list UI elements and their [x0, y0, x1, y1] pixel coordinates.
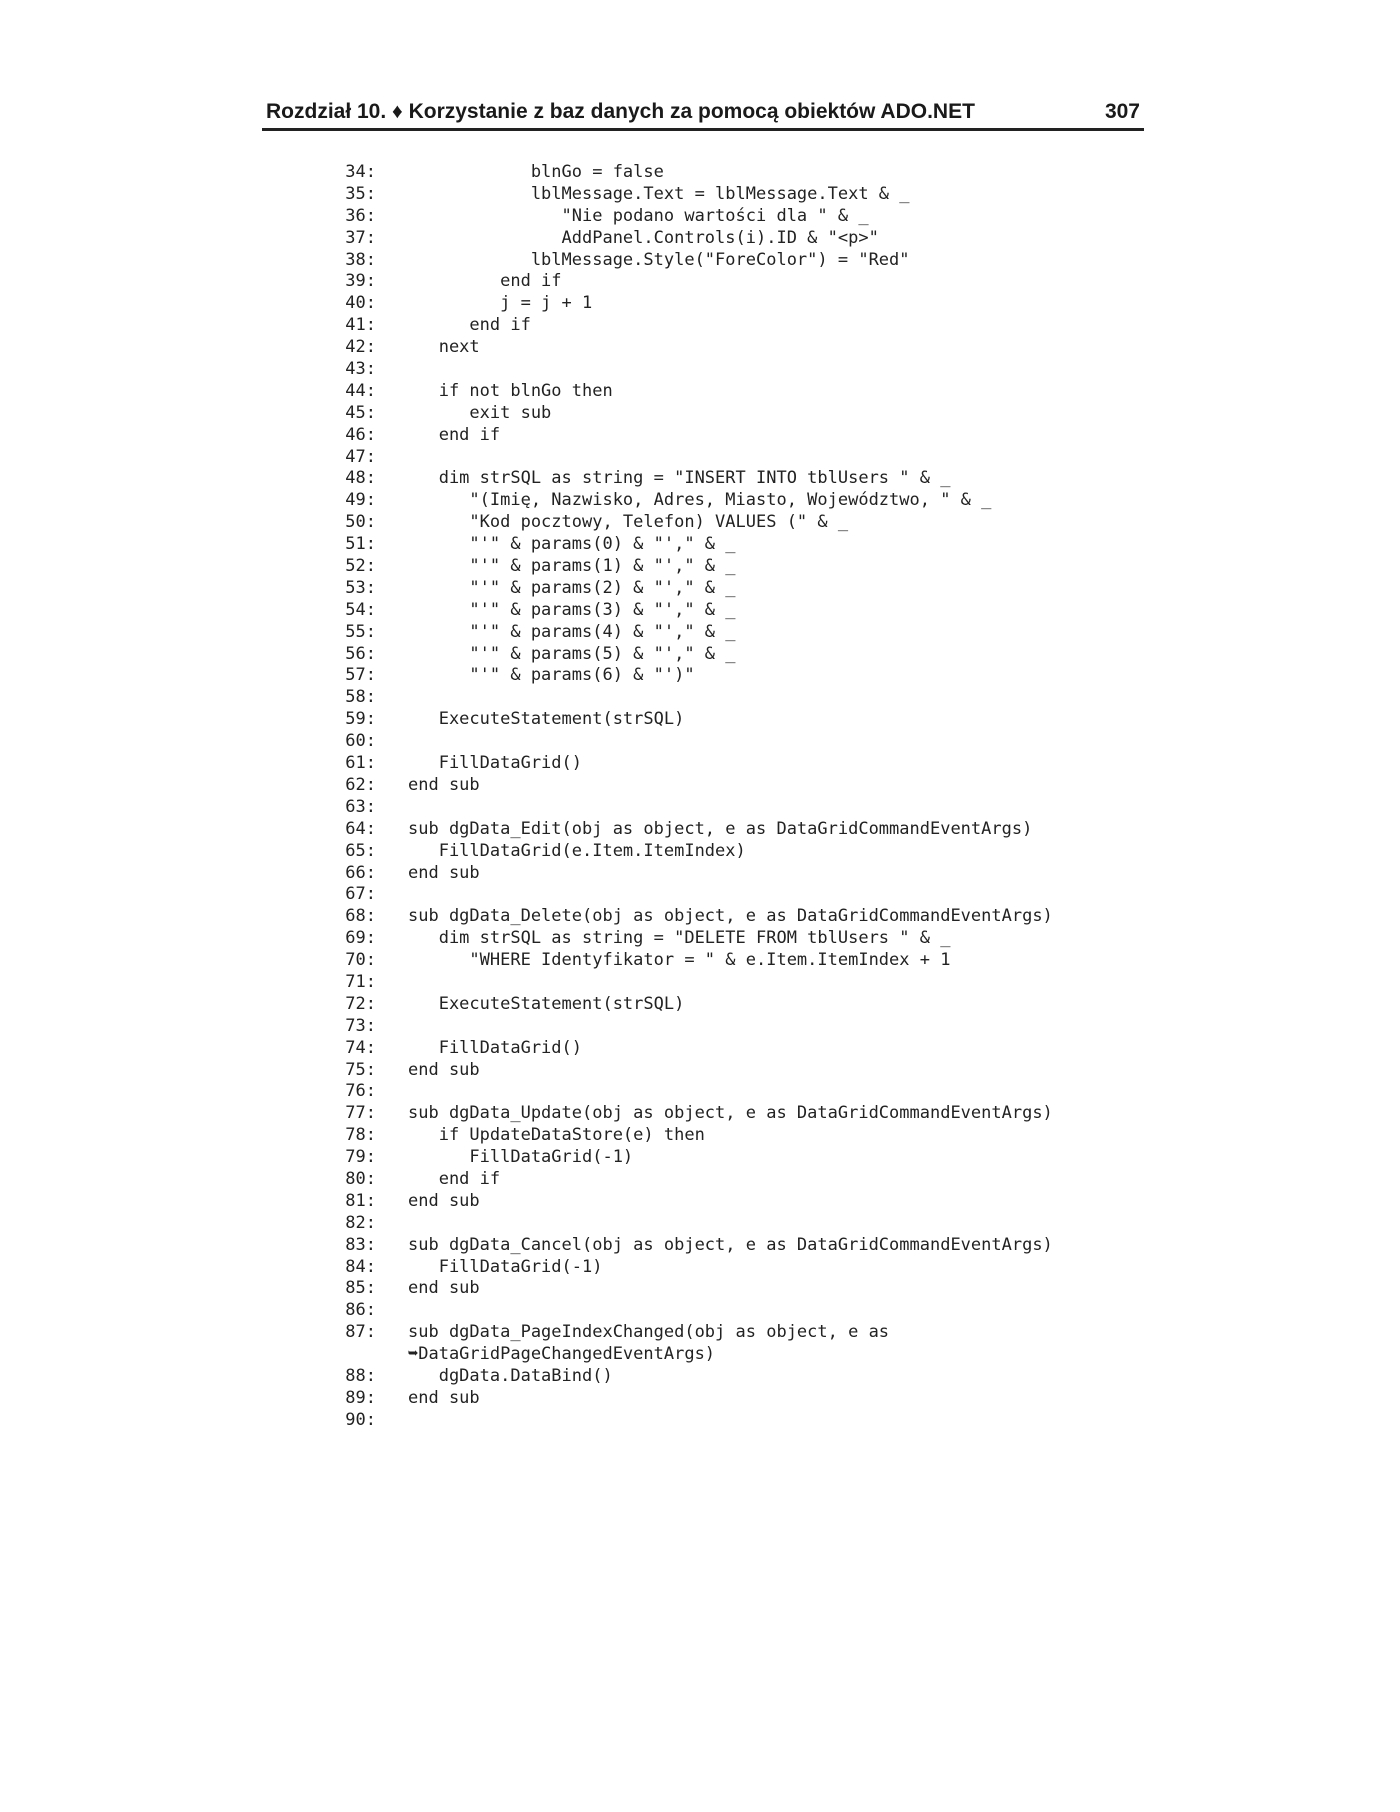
line-code: j = j + 1 — [408, 293, 593, 314]
line-code: "'" & params(4) & "'," & _ — [408, 621, 736, 642]
line-code: blnGo = false — [408, 162, 664, 182]
line-code: sub dgData_PageIndexChanged(obj as object, e as — [408, 1322, 890, 1343]
line-code: "'" & params(1) & "'," & _ — [408, 556, 736, 577]
line-number: 60: — [345, 731, 376, 752]
line-number: 82: — [345, 1212, 376, 1233]
line-number: 37: — [345, 227, 376, 248]
line-code: FillDataGrid() — [408, 753, 582, 774]
line-code: dim strSQL as string = "DELETE FROM tblUsers " & _ — [408, 928, 951, 949]
chapter-title: Rozdział 10. ♦ Korzystanie z baz danych za pomocą obiektów ADO.NET — [266, 100, 975, 123]
line-code: dim strSQL as string = "INSERT INTO tblUsers " & _ — [408, 468, 951, 489]
line-number: 84: — [345, 1256, 376, 1277]
line-code: "(Imię, Nazwisko, Adres, Miasto, Województwo, " & _ — [408, 490, 992, 511]
line-number: 56: — [345, 643, 376, 664]
line-number: 69: — [345, 928, 376, 949]
line-code: "WHERE Identyfikator = " & e.Item.ItemIndex + 1 — [408, 950, 951, 971]
line-code: ExecuteStatement(strSQL) — [408, 709, 685, 730]
line-number: 41: — [345, 315, 376, 336]
line-number: 50: — [345, 512, 376, 533]
line-code: sub dgData_Edit(obj as object, e as DataGridCommandEventArgs) — [408, 818, 1033, 839]
line-code: if UpdateDataStore(e) then — [408, 1125, 705, 1146]
line-number: 68: — [345, 906, 376, 927]
line-number: 75: — [345, 1059, 376, 1080]
line-code: end if — [408, 271, 562, 292]
line-number: 38: — [345, 249, 376, 270]
line-code: "'" & params(2) & "'," & _ — [408, 577, 736, 598]
line-number: 74: — [345, 1037, 376, 1058]
line-number: 72: — [345, 993, 376, 1014]
line-number: 35: — [345, 183, 376, 204]
line-number: 43: — [345, 359, 376, 380]
line-number: 70: — [345, 950, 376, 971]
line-code: end if — [408, 315, 531, 336]
line-number: 42: — [345, 337, 376, 358]
line-code: FillDataGrid(-1) — [408, 1256, 603, 1277]
line-number: 52: — [345, 556, 376, 577]
line-code: ➥DataGridPageChangedEventArgs) — [408, 1344, 716, 1365]
line-number: 62: — [345, 774, 376, 795]
line-code: "Kod pocztowy, Telefon) VALUES (" & _ — [408, 512, 849, 533]
line-code: "Nie podano wartości dla " & _ — [408, 205, 869, 226]
line-code: end if — [408, 424, 501, 445]
line-code: "'" & params(6) & "')" — [408, 665, 695, 686]
line-number: 86: — [345, 1300, 376, 1321]
line-code: "'" & params(3) & "'," & _ — [408, 599, 736, 620]
line-code: FillDataGrid(-1) — [408, 1147, 634, 1168]
line-number: 49: — [345, 490, 376, 511]
line-code: dgData.DataBind() — [408, 1365, 613, 1386]
line-number: 44: — [345, 380, 376, 401]
line-code: end sub — [408, 1059, 480, 1080]
line-number: 77: — [345, 1103, 376, 1124]
line-number: 81: — [345, 1190, 376, 1211]
line-number: 71: — [345, 971, 376, 992]
line-code: if not blnGo then — [408, 380, 613, 401]
line-code: end sub — [408, 1190, 480, 1211]
line-number: 83: — [345, 1234, 376, 1255]
line-number: 58: — [345, 687, 376, 708]
line-code: FillDataGrid() — [408, 1037, 582, 1058]
line-number: 47: — [345, 446, 376, 467]
line-number: 61: — [345, 753, 376, 774]
line-number: 73: — [345, 1015, 376, 1036]
line-number: 48: — [345, 468, 376, 489]
line-number: 85: — [345, 1278, 376, 1299]
line-number: 67: — [345, 884, 376, 905]
page-header — [262, 96, 1144, 131]
line-number: 76: — [345, 1081, 376, 1102]
line-code: end sub — [408, 1278, 480, 1299]
line-number: 54: — [345, 599, 376, 620]
line-number: 88: — [345, 1365, 376, 1386]
line-number: 55: — [345, 621, 376, 642]
line-number: 36: — [345, 205, 376, 226]
line-number: 64: — [345, 818, 376, 839]
line-number: 59: — [345, 709, 376, 730]
line-code: ExecuteStatement(strSQL) — [408, 993, 685, 1014]
line-number: 65: — [345, 840, 376, 861]
line-number: 87: — [345, 1322, 376, 1343]
line-code: sub dgData_Cancel(obj as object, e as DataGridCommandEventArgs) — [408, 1234, 1053, 1255]
line-number: 40: — [345, 293, 376, 314]
line-number: 39: — [345, 271, 376, 292]
line-number: 80: — [345, 1168, 376, 1189]
line-code: end sub — [408, 774, 480, 795]
line-number: 63: — [345, 796, 376, 817]
line-number: 66: — [345, 862, 376, 883]
line-code: sub dgData_Update(obj as object, e as DataGridCommandEventArgs) — [408, 1103, 1053, 1124]
page-number: 307 — [1104, 100, 1140, 123]
line-code: end sub — [408, 862, 480, 883]
line-code: AddPanel.Controls(i).ID & "<p>" — [408, 227, 879, 248]
line-number: 89: — [345, 1387, 376, 1408]
line-code: lblMessage.Style("ForeColor") = "Red" — [408, 249, 910, 270]
line-number: 53: — [345, 577, 376, 598]
line-code: end if — [408, 1168, 501, 1189]
line-code: "'" & params(0) & "'," & _ — [408, 534, 736, 555]
line-number: 79: — [345, 1147, 376, 1168]
line-number: 57: — [345, 665, 376, 686]
line-number: 34: — [345, 162, 376, 182]
line-number: 45: — [345, 402, 376, 423]
line-code: lblMessage.Text = lblMessage.Text & _ — [408, 183, 910, 204]
line-number: 90: — [345, 1409, 376, 1430]
line-number: 51: — [345, 534, 376, 555]
line-code: sub dgData_Delete(obj as object, e as DataGridCommandEventArgs) — [408, 906, 1053, 927]
line-code: end sub — [408, 1387, 480, 1408]
line-code: next — [408, 337, 480, 358]
line-code: FillDataGrid(e.Item.ItemIndex) — [408, 840, 746, 861]
line-number: 78: — [345, 1125, 376, 1146]
line-code: exit sub — [408, 402, 552, 423]
line-code: "'" & params(5) & "'," & _ — [408, 643, 736, 664]
line-number: 46: — [345, 424, 376, 445]
